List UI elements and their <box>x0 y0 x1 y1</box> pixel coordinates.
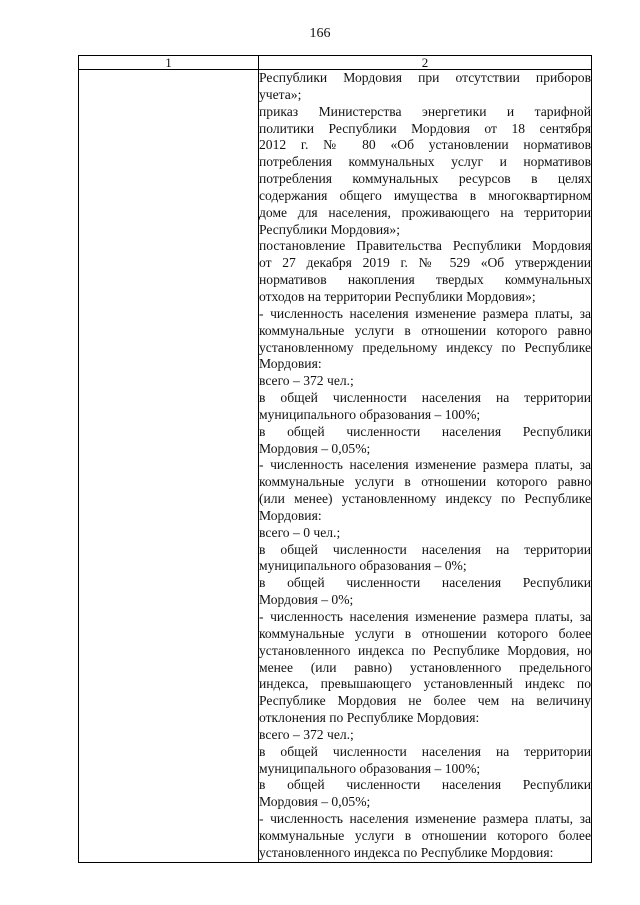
text-line: Мордовия – 0%; <box>259 592 354 608</box>
table-row <box>79 70 592 863</box>
text-line: нормативов накопления твердых коммунальных <box>259 272 591 288</box>
text-line: всего – 372 чел.; <box>259 726 354 742</box>
text-line: в общей численности населения на территории <box>259 743 591 759</box>
text-line: в общей численности населения Республики <box>259 777 591 793</box>
text-line: потребления коммунальных ресурсов в целях <box>259 171 591 187</box>
text-line: Мордовия – 0,05%; <box>259 440 371 456</box>
text-line: (или менее) установленному индексу по Республике <box>259 491 591 507</box>
column-header-2: 2 <box>259 56 592 70</box>
table-header-row <box>79 56 592 70</box>
text-line: установленного индекса по Республике Мордовия, но <box>259 642 591 658</box>
text-line: муниципального образования – 100%; <box>259 760 481 776</box>
page-number: 166 <box>309 26 331 41</box>
text-line: установленного индекса по Республике Мордовия: <box>259 844 554 860</box>
text-line: доме для населения, проживающего на территории <box>259 204 591 220</box>
text-line: индекса, превышающего установленный индекс по <box>259 676 591 692</box>
text-line: Республики Мордовия при отсутствии приборов <box>259 70 591 85</box>
text-line: потребления коммунальных услуг и нормативов <box>259 154 591 170</box>
text-line: коммунальные услуги в отношении которого более <box>259 827 591 843</box>
text-line: от 27 декабря 2019 г. № 529 «Об утверждении <box>259 255 591 271</box>
text-line: 2012 г. № 80 «Об установлении нормативов <box>259 137 591 153</box>
text-line: политики Республики Мордовия от 18 сентября <box>259 120 591 136</box>
text-line: всего – 0 чел.; <box>259 524 341 540</box>
text-line: в общей численности населения на территории <box>259 541 591 557</box>
text-line: - численность населения изменение размера платы, за <box>259 457 591 473</box>
text-line: Мордовия: <box>259 356 322 372</box>
text-line: коммунальные услуги в отношении которого более <box>259 625 591 641</box>
text-line: - численность населения изменение размера платы, за <box>259 609 591 624</box>
text-line: муниципального образования – 100%; <box>259 406 481 422</box>
text-line: в общей численности населения на территории <box>259 390 591 406</box>
text-line: коммунальные услуги в отношении которого равно <box>259 474 591 490</box>
column-1-cell <box>79 70 259 863</box>
text-line: учета»; <box>259 86 302 102</box>
text-line: коммунальные услуги в отношении которого равно <box>259 322 591 338</box>
text-line: в общей численности населения Республики <box>259 423 591 439</box>
text-line: приказ Министерства энергетики и тарифной <box>259 103 591 119</box>
text-line: отходов на территории Республики Мордовия»; <box>259 288 536 304</box>
text-line: Республике Мордовия не более чем на величину <box>259 693 591 709</box>
text-line: отклонения по Республике Мордовия: <box>259 710 480 726</box>
text-line: всего – 372 чел.; <box>259 373 354 389</box>
text-line: - численность населения изменение размера платы, за <box>259 305 591 321</box>
column-header-1: 1 <box>79 56 259 70</box>
text-line: менее (или равно) установленного предельного <box>259 659 591 675</box>
text-line: Республики Мордовия»; <box>259 221 400 237</box>
column-2-cell <box>259 70 592 863</box>
text-line: установленному предельному индексу по Республике <box>259 339 591 355</box>
text-line: Мордовия: <box>259 507 322 523</box>
text-line: содержания общего имущества в многоквартирном <box>259 187 591 203</box>
text-line: постановление Правительства Республики Мордовия <box>259 238 591 254</box>
text-line: - численность населения изменение размера платы, за <box>259 811 591 827</box>
text-line: муниципального образования – 0%; <box>259 558 467 574</box>
text-line: в общей численности населения Республики <box>259 575 591 591</box>
document-table <box>78 55 592 863</box>
column-2-text <box>259 70 591 862</box>
text-line: Мордовия – 0,05%; <box>259 794 371 810</box>
